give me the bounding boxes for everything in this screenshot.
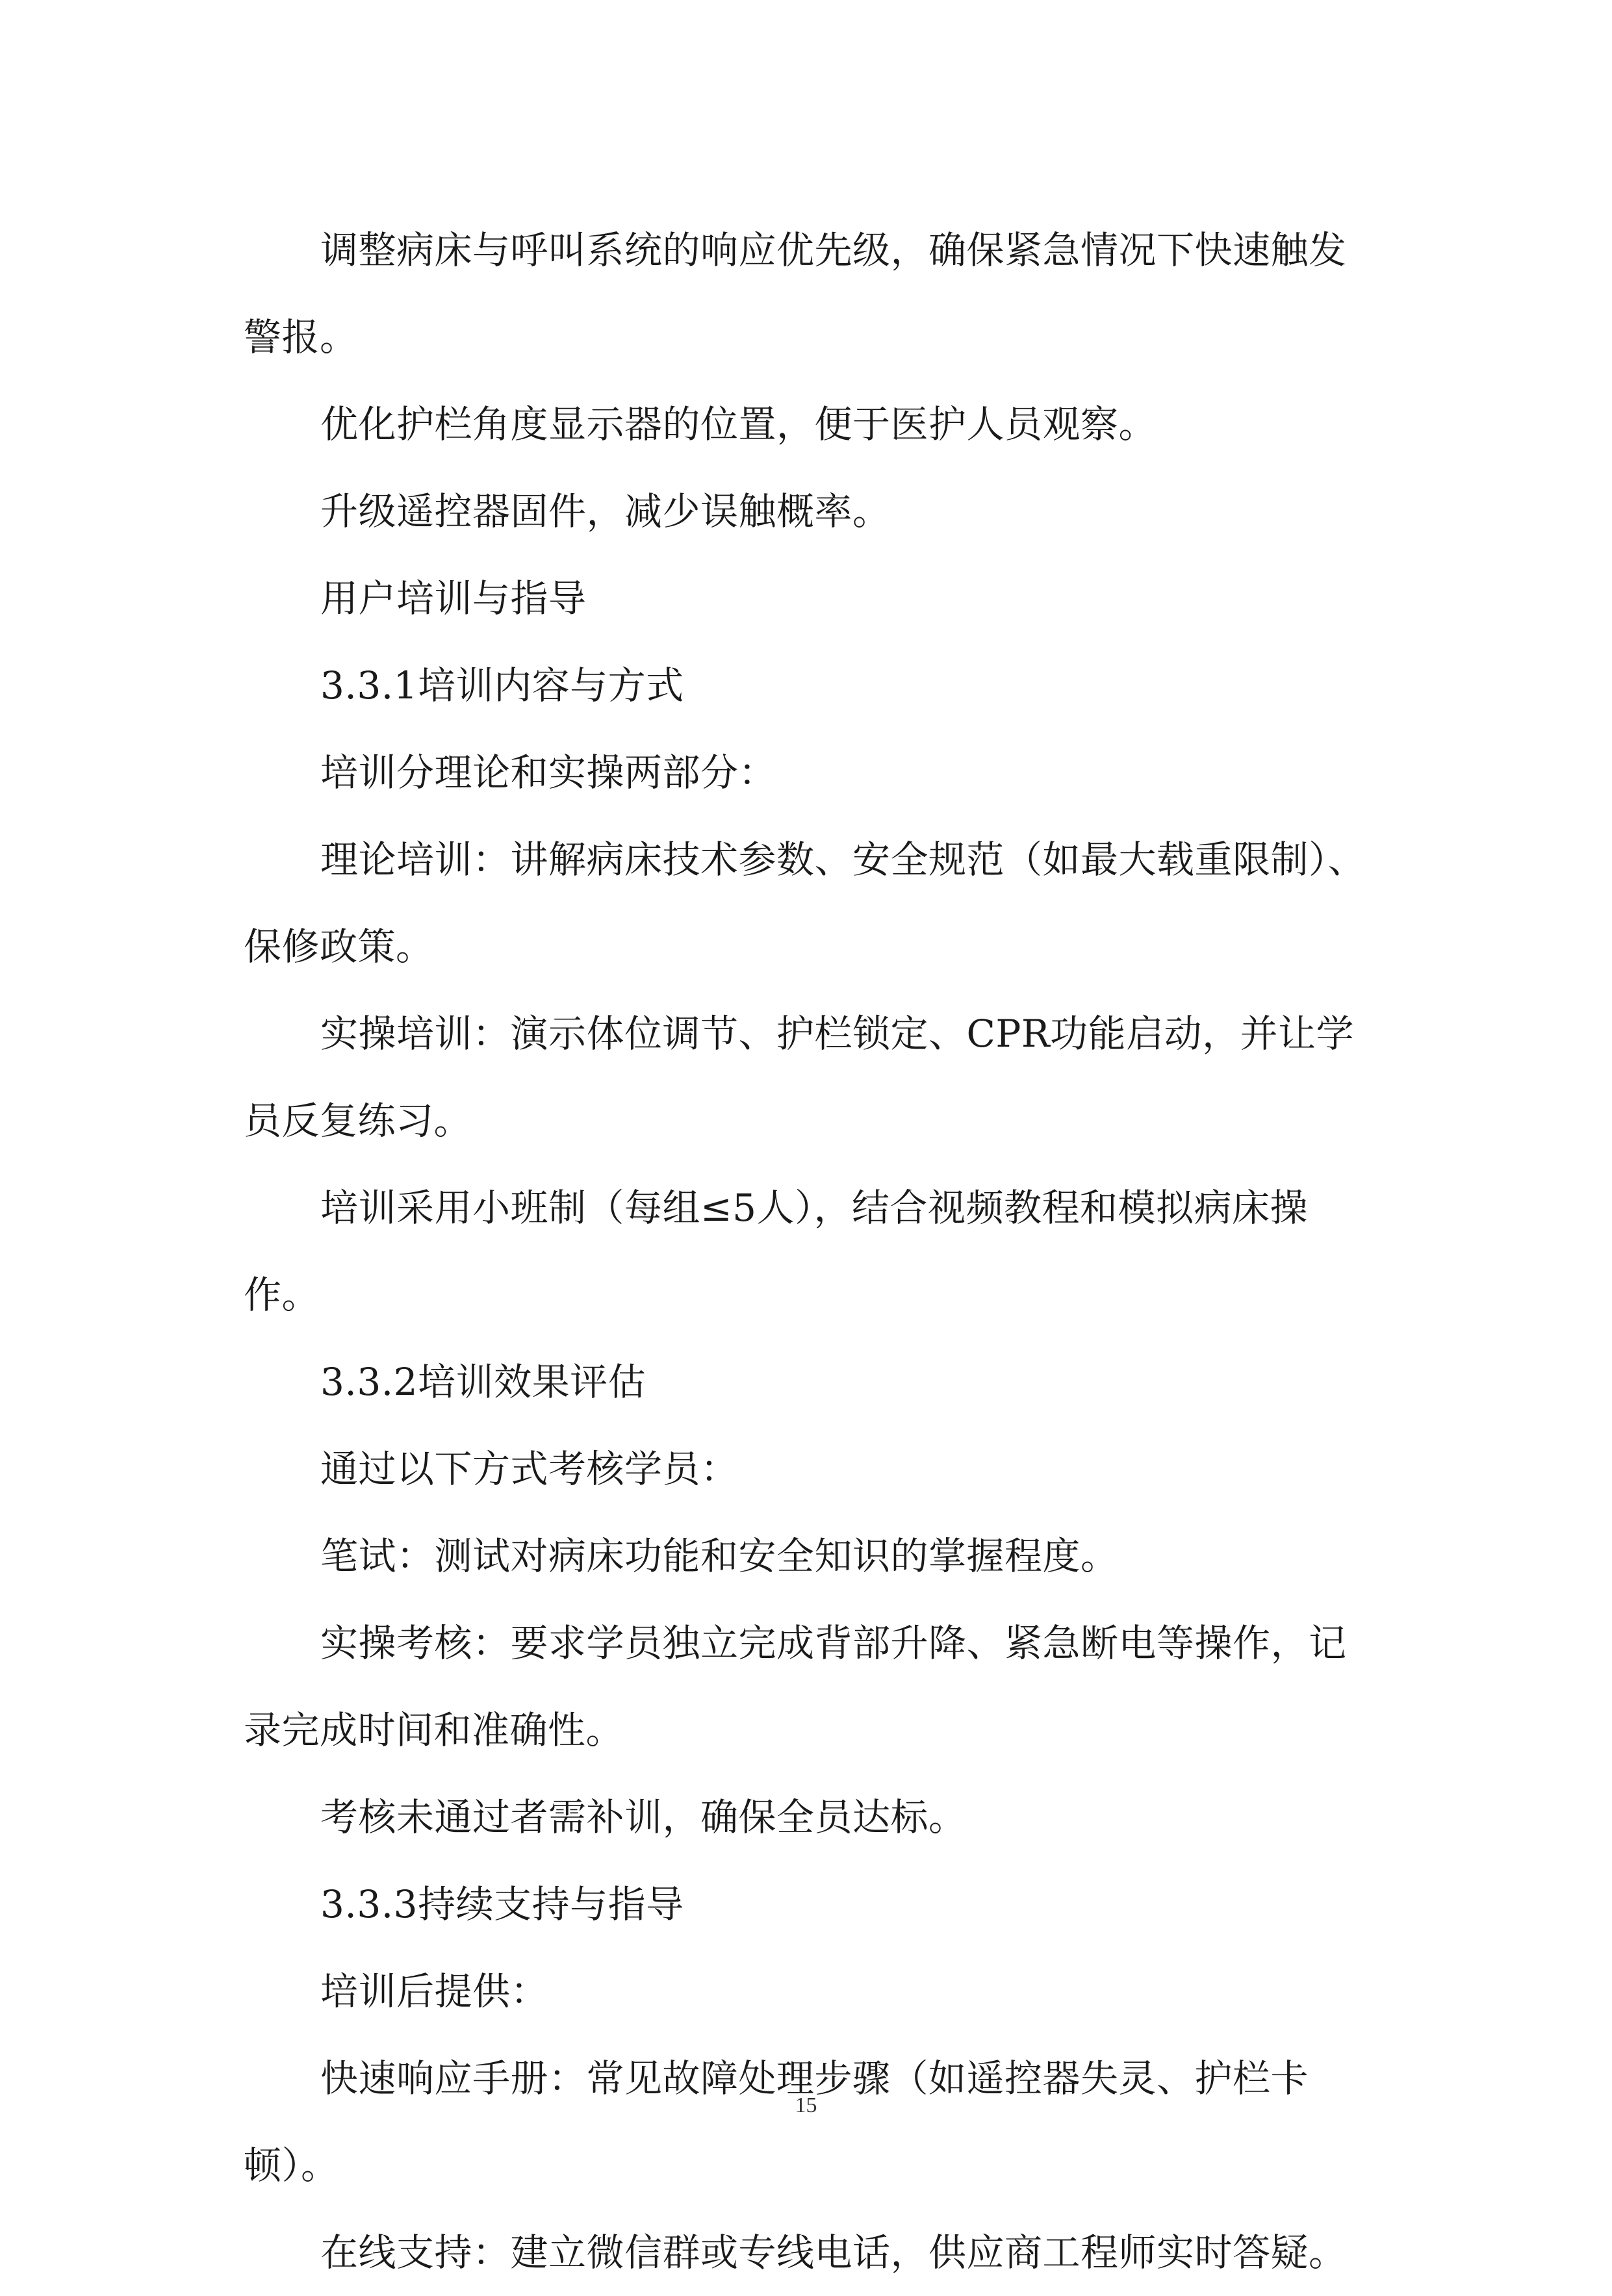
paragraph-practical-training: 实操培训：演示体位调节、护栏锁定、CPR功能启动，并让学员反复练习。 xyxy=(244,1012,1355,1143)
paragraph-remote-firmware: 升级遥控器固件，减少误触概率。 xyxy=(320,489,891,533)
paragraph-theory-training: 理论培训：讲解病床技术参数、安全规范（如最大载重限制）、保修政策。 xyxy=(244,837,1366,969)
page-number: 15 xyxy=(795,2093,817,2117)
subsection-heading-3-3-1: 3.3.1培训内容与方式 xyxy=(320,663,684,708)
page-body xyxy=(244,207,1374,2296)
paragraph-training-parts: 培训分理论和实操两部分： xyxy=(320,750,777,795)
paragraph-retraining: 考核未通过者需补训，确保全员达标。 xyxy=(320,1795,967,1839)
paragraph-written-test: 笔试：测试对病床功能和安全知识的掌握程度。 xyxy=(320,1534,1119,1578)
paragraph-rail-display: 优化护栏角度显示器的位置，便于医护人员观察。 xyxy=(320,402,1157,446)
paragraph-online-support: 在线支持：建立微信群或专线电话，供应商工程师实时答疑。 xyxy=(320,2230,1347,2275)
subsection-heading-3-3-3: 3.3.3持续支持与指导 xyxy=(320,1882,684,1926)
paragraph-quick-manual: 快速响应手册：常见故障处理步骤（如遥控器失灵、护栏卡顿）。 xyxy=(244,2056,1309,2188)
subsection-heading-3-3-2: 3.3.2培训效果评估 xyxy=(320,1360,646,1404)
paragraph-assessment-methods: 通过以下方式考核学员： xyxy=(320,1447,739,1491)
section-heading-user-training: 用户培训与指导 xyxy=(320,576,587,620)
paragraph-small-class: 培训采用小班制（每组≤5人），结合视频教程和模拟病床操作。 xyxy=(244,1186,1309,1317)
paragraph-practical-assessment: 实操考核：要求学员独立完成背部升降、紧急断电等操作，记录完成时间和准确性。 xyxy=(244,1621,1347,1752)
paragraph-alarm-priority: 调整病床与呼叫系统的响应优先级，确保紧急情况下快速触发警报。 xyxy=(244,228,1347,359)
paragraph-post-training: 培训后提供： xyxy=(320,1969,549,2013)
